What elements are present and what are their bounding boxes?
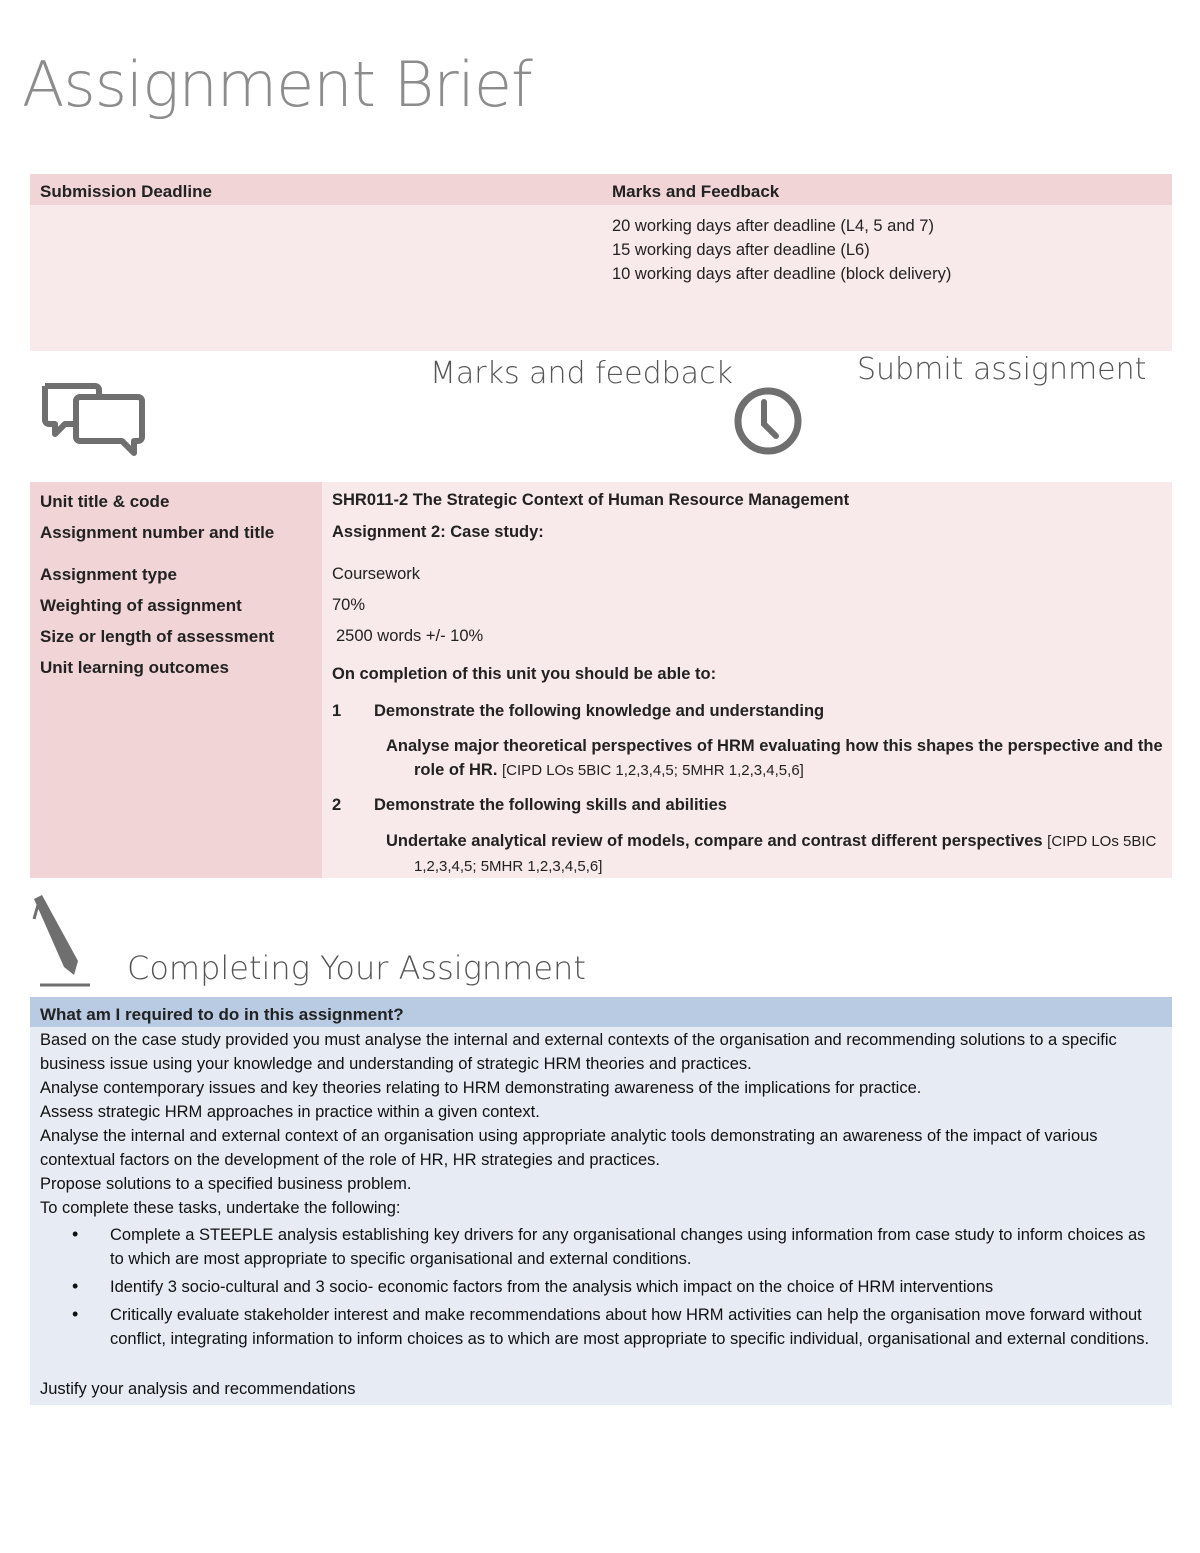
completing-heading: Completing Your Assignment xyxy=(127,949,586,987)
learning-outcomes-label: Unit learning outcomes xyxy=(40,658,229,677)
unit-details-table xyxy=(30,482,1172,878)
outcome-reference: [CIPD LOs 5BIC 1,2,3,4,5; 5MHR 1,2,3,4,5,6] xyxy=(414,833,1157,875)
requirements-closing: Justify your analysis and recommendations xyxy=(40,1380,356,1398)
weighting-label: Weighting of assignment xyxy=(40,596,242,615)
outcome-number: 2 xyxy=(332,796,342,814)
task-bullet: Identify 3 socio-cultural and 3 socio- economic factors from the analysis which impact on the choice of HRM interventions xyxy=(110,1278,994,1296)
bullet-marker: • xyxy=(72,1304,79,1324)
assignment-type-value: Coursework xyxy=(332,565,421,583)
marks-line: 10 working days after deadline (block delivery) xyxy=(612,265,952,283)
outcome-detail-text: Undertake analytical review of models, compare and contrast different perspectives xyxy=(386,832,1043,850)
outcome-number: 1 xyxy=(332,702,342,720)
marks-feedback-label: Marks and Feedback xyxy=(612,182,780,201)
requirement-paragraph: To complete these tasks, undertake the following: xyxy=(40,1199,401,1217)
outcome-heading: Demonstrate the following knowledge and understanding xyxy=(374,702,825,720)
bullet-marker: • xyxy=(72,1224,79,1244)
weighting-value: 70% xyxy=(332,596,366,614)
submission-deadline-label: Submission Deadline xyxy=(40,182,212,201)
page-title: Assignment Brief xyxy=(22,48,532,121)
marks-lines xyxy=(612,214,951,286)
requirement-paragraph: Analyse contemporary issues and key theories relating to HRM demonstrating awareness of the implications for practice. xyxy=(40,1079,922,1097)
requirement-paragraph: Analyse the internal and external context of an organisation using appropriate analytic tools demonstrating an awareness of the impact of various contextual factors on the development of the role of HR, HR strategies and practices. xyxy=(40,1127,1098,1169)
outcome-detail xyxy=(386,829,1166,879)
unit-labels-column xyxy=(30,482,322,878)
submit-assignment-heading: Submit assignment xyxy=(857,352,1147,387)
marks-feedback-heading: Marks and feedback xyxy=(430,356,733,391)
outcome-heading: Demonstrate the following skills and abilities xyxy=(374,796,727,814)
outcome-detail xyxy=(386,734,1166,783)
size-label: Size or length of assessment xyxy=(40,627,275,646)
assignment-type-label: Assignment type xyxy=(40,565,177,584)
outcomes-intro: On completion of this unit you should be able to: xyxy=(332,665,717,683)
outcome-reference: [CIPD LOs 5BIC 1,2,3,4,5; 5MHR 1,2,3,4,5,6] xyxy=(502,762,804,779)
submission-header xyxy=(30,174,1172,205)
marks-line: 20 working days after deadline (L4, 5 and 7) xyxy=(612,217,934,235)
requirements-question: What am I required to do in this assignment? xyxy=(40,1005,404,1024)
requirement-paragraph: Based on the case study provided you must analyse the internal and external contexts of the organisation and recommending solutions to a specific business issue using your knowledge and understanding of strategic HRM theories and practices. xyxy=(40,1031,1117,1073)
marks-line: 15 working days after deadline (L6) xyxy=(612,241,870,259)
unit-title-value: SHR011-2 The Strategic Context of Human Resource Management xyxy=(332,491,850,509)
task-bullet: Complete a STEEPLE analysis establishing key drivers for any organisational changes using information from case study to inform choices as to which are most appropriate to specific organisational and external conditions. xyxy=(110,1226,1146,1268)
submission-panel xyxy=(30,174,1172,351)
pen-icon xyxy=(30,893,96,989)
assignment-number-value: Assignment 2: Case study: xyxy=(332,523,544,541)
requirement-paragraph: Propose solutions to a specified business problem. xyxy=(40,1175,412,1193)
bullet-marker: • xyxy=(72,1276,79,1296)
clock-icon xyxy=(732,386,806,456)
requirements-panel xyxy=(30,997,1172,1405)
task-bullet: Critically evaluate stakeholder interest and make recommendations about how HRM activities can help the organisation move forward without conflict, integrating information to inform choices as to which are most appropriate to specific individual, organisational and external conditions. xyxy=(110,1306,1150,1348)
size-value: 2500 words +/- 10% xyxy=(336,627,484,645)
requirement-paragraph: Assess strategic HRM approaches in practice within a given context. xyxy=(40,1103,540,1121)
assignment-number-label: Assignment number and title xyxy=(40,523,275,542)
requirements-header xyxy=(30,997,1172,1027)
chat-bubbles-icon xyxy=(40,380,150,460)
outcome-detail-text: Analyse major theoretical perspectives of HRM evaluating how this shapes the perspective and the role of HR. xyxy=(386,737,1163,779)
unit-title-label: Unit title & code xyxy=(40,492,170,511)
